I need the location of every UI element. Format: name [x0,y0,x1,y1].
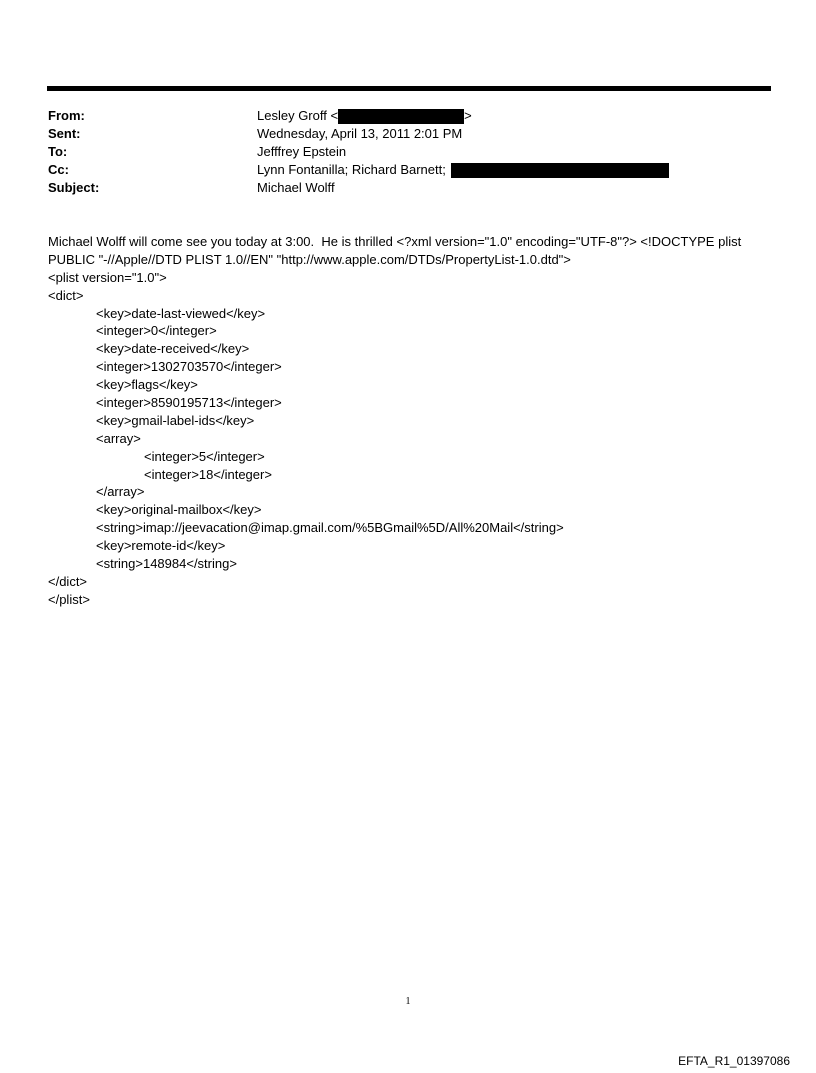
body-line: <integer>0</integer> [96,323,217,339]
body-line: <key>date-last-viewed</key> [96,305,266,321]
body-line: </array> [96,484,145,500]
subject-label: Subject: [48,180,100,195]
body-line: <integer>18</integer> [144,466,272,482]
from-value [257,107,472,125]
to-label: To: [48,144,68,159]
cc-label: Cc: [48,162,69,177]
body-line: <integer>8590195713</integer> [96,395,282,411]
from-row [48,107,669,125]
body-line: <array> [96,430,141,446]
body-line: PUBLIC "-//Apple//DTD PLIST 1.0//EN" "http://www.apple.com/DTDs/PropertyList-1.0.dtd"> [48,251,571,267]
subject-row [48,179,669,197]
sent-row [48,125,669,143]
from-label: From: [48,108,85,123]
redaction-box [451,163,669,178]
header-rule [47,86,771,91]
body-line: <dict> [48,287,84,303]
from-name: Lesley Groff < [257,108,339,123]
body-line: <plist version="1.0"> [48,269,167,285]
cc-value [257,161,669,179]
cc-names: Lynn Fontanilla; Richard Barnett; [257,162,446,177]
subject-value: Michael Wolff [257,180,335,195]
from-close: > [464,108,472,123]
body-line: <key>date-received</key> [96,341,250,357]
body-line: <key>remote-id</key> [96,538,226,554]
body-line: <string>148984</string> [96,556,237,572]
email-body [48,233,778,609]
body-line: <key>gmail-label-ids</key> [96,412,255,428]
body-line: <string>imap://jeevacation@imap.gmail.com/%5BGmail%5D/All%20Mail</string> [96,520,564,536]
redaction-box [338,109,464,124]
document-id: EFTA_R1_01397086 [678,1054,790,1068]
to-value: Jefffrey Epstein [257,144,347,159]
sent-value: Wednesday, April 13, 2011 2:01 PM [257,126,463,141]
page-number: 1 [405,996,411,1007]
body-line: </dict> [48,573,88,589]
email-header [48,107,669,197]
body-line: <key>flags</key> [96,377,198,393]
body-line: <key>original-mailbox</key> [96,502,262,518]
sent-label: Sent: [48,126,81,141]
cc-row [48,161,669,179]
body-line: <integer>5</integer> [144,448,265,464]
body-line: Michael Wolff will come see you today at 3:00. He is thrilled <?xml version="1.0" encoding="UTF-8"?> <!DOCTYPE plist [48,234,742,249]
body-line: <integer>1302703570</integer> [96,359,282,375]
body-line: </plist> [48,591,90,607]
to-row [48,143,669,161]
